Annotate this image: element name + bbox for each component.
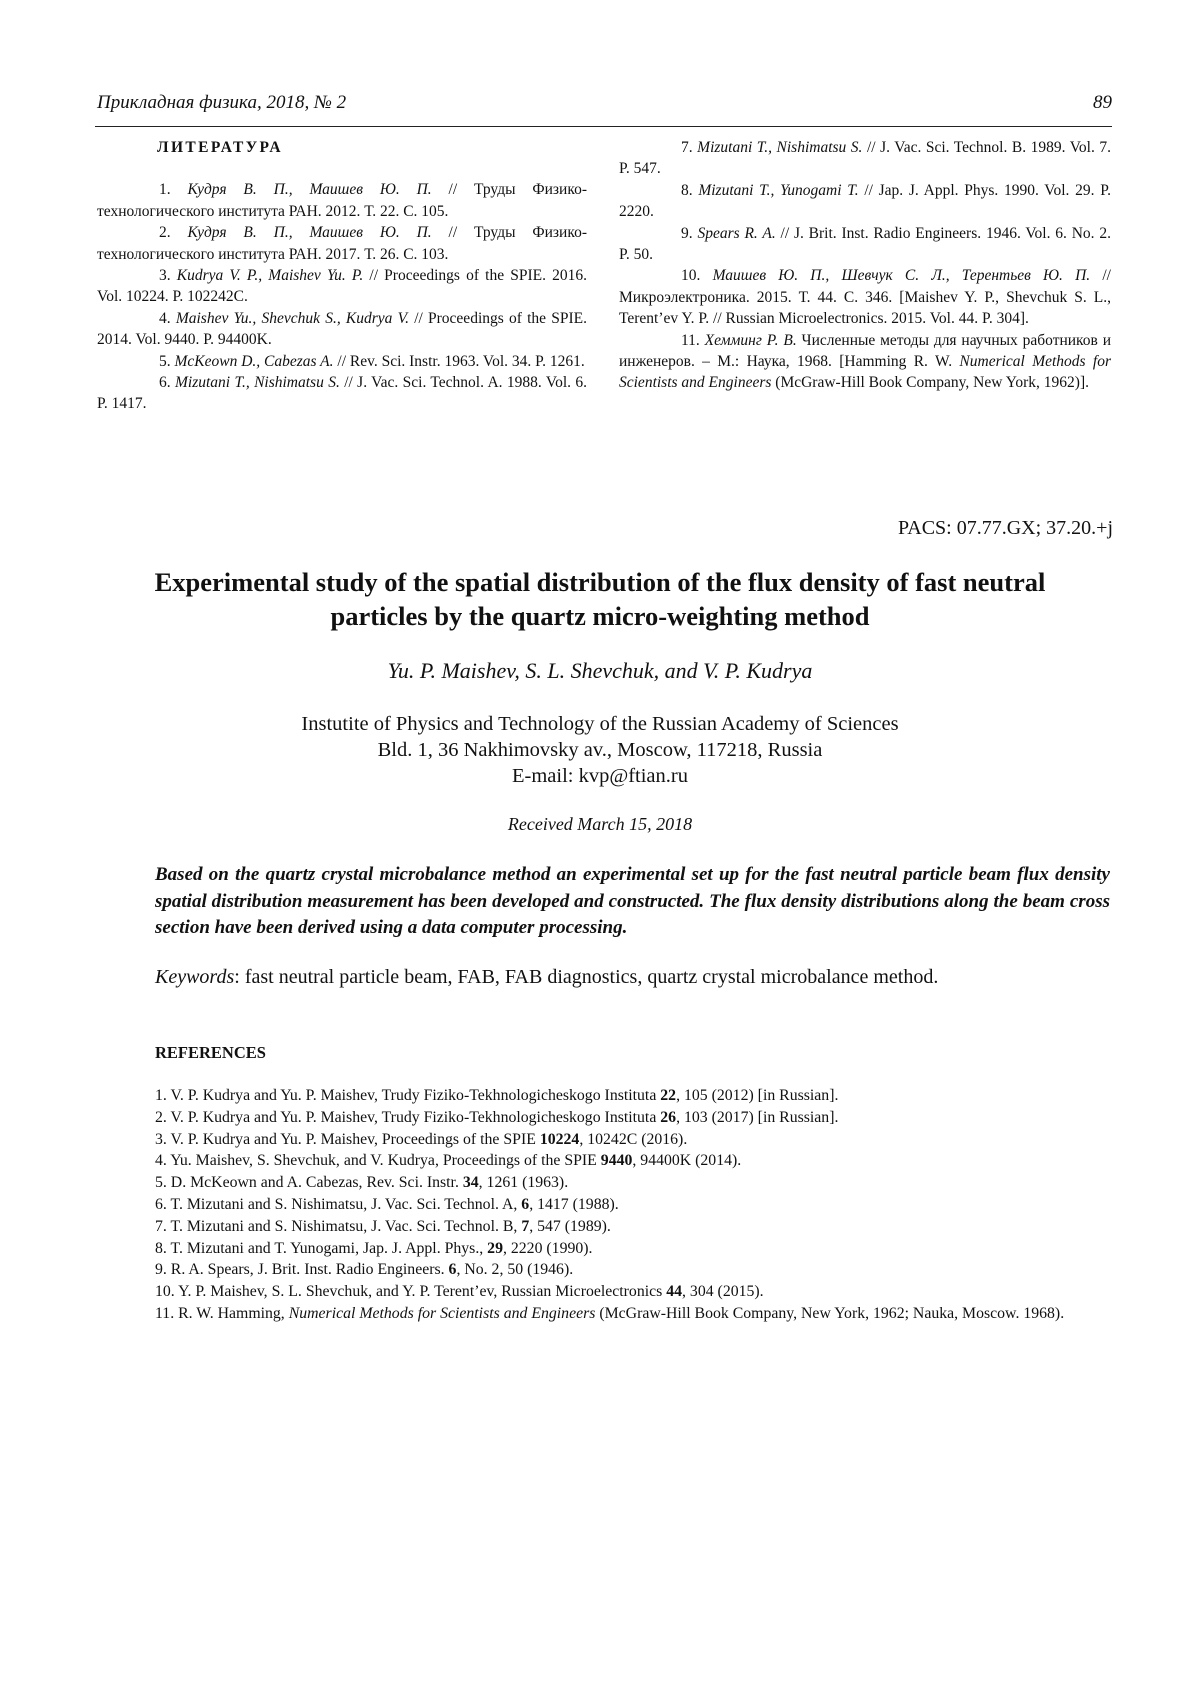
reference-item: 3. V. P. Kudrya and Yu. P. Maishev, Proceedings of the SPIE 10224, 10242C (2016). [155, 1130, 688, 1148]
literature-item: 8. Mizutani T., Yunogami T. // Jap. J. Appl. Phys. 1990. Vol. 29. P. 2220. [619, 181, 1111, 221]
pacs-codes: PACS: 07.77.GX; 37.20.+j [897, 517, 1113, 539]
running-head: Прикладная физика, 2018, № 2 [97, 92, 347, 113]
literature-item: 11. Хемминг Р. В. Численные методы для научных работников и инженеров. – М.: Наука, 1968. [Hamming R. W. Numerical Methods for Scientists and Engineers (McGraw-Hill Book Company, New York, 1962)]. [619, 331, 1112, 392]
literature-item: 4. Maishev Yu., Shevchuk S., Kudrya V. // Proceedings of the SPIE. 2014. Vol. 9440. P. 94400K. [97, 309, 588, 349]
article-title-line: particles by the quartz micro-weighting method [330, 601, 870, 631]
literature-item: 6. Mizutani T., Nishimatsu S. // J. Vac. Sci. Technol. A. 1988. Vol. 6. P. 1417. [97, 374, 588, 413]
article-authors: Yu. P. Maishev, S. L. Shevchuk, and V. P. Kudrya [387, 658, 813, 683]
received-date: Received March 15, 2018 [507, 814, 693, 834]
references-list [155, 1085, 1112, 1325]
reference-item: 9. R. A. Spears, J. Brit. Inst. Radio Engineers. 6, No. 2, 50 (1946). [155, 1261, 574, 1279]
literature-heading: ЛИТЕРАТУРА [157, 139, 283, 156]
keywords-label: Keywords [155, 966, 235, 988]
email-line: E-mail: kvp@ftian.ru [511, 765, 688, 787]
literature-item: 10. Маишев Ю. П., Шевчук С. Л., Терентьев Ю. П. // Микроэлектроника. 2015. Т. 44. С. 346. [Maishev Y. P., Shevchuk S. L., Terent’ev Y. P. // Russian Microelectronics. 2015. Vol. 44. P. 304]. [619, 267, 1111, 328]
reference-item: 11. R. W. Hamming, Numerical Methods for Scientists and Engineers (McGraw-Hill Book Company, New York, 1962; Nauka, Moscow. 1968). [155, 1304, 1065, 1322]
literature-item: 3. Kudrya V. P., Maishev Yu. P. // Proceedings of the SPIE. 2016. Vol. 10224. P. 102242C. [97, 267, 587, 306]
affiliation-line: Bld. 1, 36 Nakhimovsky av., Moscow, 117218, Russia [377, 739, 823, 761]
affiliation-line: Instutite of Physics and Technology of the Russian Academy of Sciences [301, 713, 899, 735]
keywords-text: : fast neutral particle beam, FAB, FAB diagnostics, quartz crystal microbalance method. [234, 966, 939, 988]
reference-item: 4. Yu. Maishev, S. Shevchuk, and V. Kudrya, Proceedings of the SPIE 9440, 94400K (2014). [155, 1152, 742, 1170]
reference-item: 7. T. Mizutani and S. Nishimatsu, J. Vac. Sci. Technol. B, 7, 547 (1989). [155, 1217, 611, 1235]
reference-item: 8. T. Mizutani and T. Yunogami, Jap. J. Appl. Phys., 29, 2220 (1990). [155, 1239, 593, 1257]
literature-right-column [619, 137, 1111, 394]
abstract: Based on the quartz crystal microbalance method an experimental set up for the fast neutral particle beam flux density spatial distribution measurement has been developed and constructed. The flux density distributions along the beam cross section have been derived using a data computer processing. [155, 864, 1110, 938]
reference-item: 5. D. McKeown and A. Cabezas, Rev. Sci. Instr. 34, 1261 (1963). [155, 1174, 569, 1192]
literature-item: 5. McKeown D., Cabezas A. // Rev. Sci. Instr. 1963. Vol. 34. P. 1261. [159, 352, 585, 370]
reference-item: 1. V. P. Kudrya and Yu. P. Maishev, Trudy Fiziko-Tekhnologicheskogo Instituta 22, 105 (2012) [in Russian]. [155, 1087, 839, 1104]
article-title [70, 565, 1130, 633]
article-title-line: Experimental study of the spatial distribution of the flux density of fast neutral [154, 567, 1046, 597]
literature-item: 7. Mizutani T., Nishimatsu S. // J. Vac. Sci. Technol. B. 1989. Vol. 7. P. 547. [619, 139, 1111, 178]
literature-item: 9. Spears R. A. // J. Brit. Inst. Radio Engineers. 1946. Vol. 6. No. 2. P. 50. [619, 224, 1112, 264]
literature-left-column [97, 137, 587, 415]
reference-item: 10. Y. P. Maishev, S. L. Shevchuk, and Y. P. Terent’ev, Russian Microelectronics 44, 304 (2015). [155, 1283, 764, 1301]
references-heading: REFERENCES [155, 1043, 266, 1062]
affiliation [0, 711, 1200, 789]
page-number: 89 [1093, 92, 1112, 113]
reference-item: 6. T. Mizutani and S. Nishimatsu, J. Vac. Sci. Technol. A, 6, 1417 (1988). [155, 1195, 619, 1213]
literature-item: 2. Кудря В. П., Маишев Ю. П. // Труды Физико-технологического института РАН. 2017. Т. 26. С. 103. [97, 224, 587, 263]
header-rule [95, 126, 1112, 127]
keywords [155, 966, 1115, 989]
reference-item: 2. V. P. Kudrya and Yu. P. Maishev, Trudy Fiziko-Tekhnologicheskogo Instituta 26, 103 (2017) [in Russian]. [155, 1108, 839, 1126]
literature-item: 1. Кудря В. П., Маишев Ю. П. // Труды Физико-технологического института РАН. 2012. Т. 22. С. 105. [97, 181, 587, 220]
